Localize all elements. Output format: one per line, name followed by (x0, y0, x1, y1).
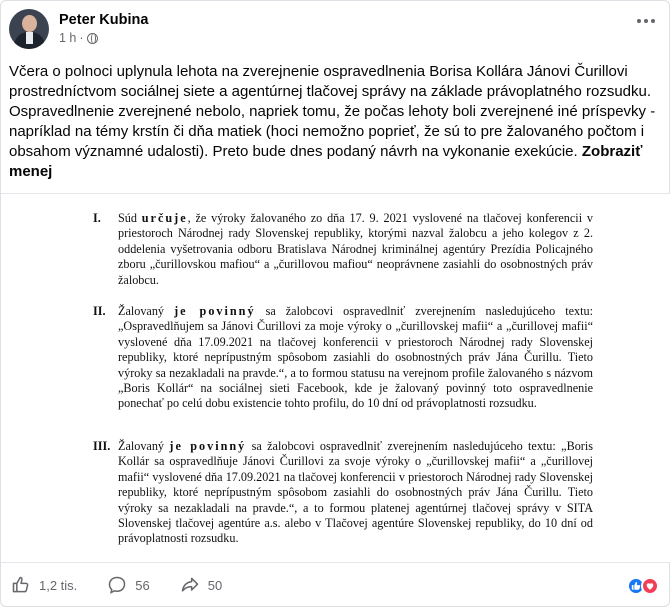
paragraph-text: sa žalobcovi ospravedlniť zverejnením nasledujúceho textu: „Boris Kollár sa ospravedlňuje Jánovi Čurillovi za svoje výroky o „čurillovskej mafii“ a „čurillovej mafii“ vyslovené dňa 17.09.2021 na tlačovej konferencii v priestoroch Národnej rady Slovenskej republiky, ktoré neprípustným spôsobom zasiahli do osobnostných práv Jána Čurillu. Tieto výroky sa nezakladali na pravde.“, a to formou platenej agentúrnej tlačovej správy v SITA Slovenskej tlačovej agentúre a.s. alebo v Tlačovej agentúre Slovenskej republiky, do 10 dní od právoplatnosti rozsudku. (118, 439, 593, 546)
paragraph-lead: Žalovaný (118, 439, 165, 453)
paragraph-text: sa žalobcovi ospravedlniť zverejnením nasledujúceho textu: „Ospravedlňujem sa Jánovi Čurillovi za moje výroky o „čurillovskej mafii“ a „čurillovej mafii“ vyslovené dňa 17.09.2021 na tlačovej konferencii v priestoroch Národnej rady Slovenskej republiky, ktoré neprípustným spôsobom zasiahli do osobnostných práv Jána Čurillu. Tieto výroky sa nezakladali na pravde.“, a to formou statusu na verejnom profile žalovaného s názvom „Boris Kollár“ na sociálnej sieti Facebook, kde je žalovaný povinný toto ospravedlnenie ponechať po celú dobu existencie tohto profilu, do 10 dní od právoplatnosti rozsudku. (118, 304, 594, 411)
thumbs-up-icon (11, 575, 31, 595)
comment-icon (107, 575, 127, 595)
paragraph-lead: Žalovaný (118, 304, 165, 318)
verdict-paragraph-3 (93, 439, 593, 547)
post-timestamp-row (59, 29, 148, 47)
paragraph-number: II. (93, 304, 106, 318)
share-button[interactable] (180, 575, 242, 595)
share-icon (180, 575, 200, 595)
reaction-summary[interactable] (627, 577, 659, 595)
like-count: 1,2 tis. (39, 577, 78, 593)
share-count: 50 (207, 577, 223, 593)
more-options-icon[interactable] (637, 19, 655, 23)
separator: · (79, 31, 84, 45)
post-footer (1, 567, 670, 603)
paragraph-number: III. (93, 439, 111, 453)
like-button[interactable] (11, 575, 97, 595)
comment-button[interactable] (107, 575, 169, 595)
paragraph-lead: Súd (118, 211, 137, 225)
paragraph-emphasis: je povinný (169, 439, 247, 453)
attached-document-image[interactable] (1, 193, 670, 563)
author-name[interactable]: Peter Kubina (59, 12, 149, 28)
comment-count: 56 (135, 577, 150, 593)
paragraph-number: I. (93, 211, 101, 225)
paragraph-emphasis: je povinný (174, 304, 256, 318)
post-body: Včera o polnoci uplynula lehota na zverejnenie ospravedlnenia Borisa Kollára Jánovi Čurillovi prostredníctvom sociálnej siete a agentúrnej tlačovej správy na základe právoplatného rozsudku. Ospravedlnenie zverejnené nebolo, napriek tomu, že počas lehoty boli zverejnené iné príspevky - napríklad na témy krstín či dňa matiek (hoci nemožno poprieť, že sú to pre žalovaného počtom i obsahom významné udalosti). Preto bude dnes podaný návrh na vykonanie exekúcie. (9, 63, 656, 160)
avatar[interactable] (9, 9, 49, 49)
paragraph-text: , že výroky žalovaného zo dňa 17. 9. 2021 vyslovené na tlačovej konferencii v priestoroch Národnej rady Slovenskej republiky, ktorými nazval žalobcu a jeho kolegov z 2. oddelenia vyšetrovania odboru Bratislava Národnej kriminálnej agentúry Prezídia Policajného zboru „čurillovskou mafiou“ a „čurillovou mafiou“ neoprávnene zasiahli do osobnostných práv žalobcu. (118, 211, 593, 287)
post-header (9, 9, 148, 49)
see-less-link[interactable]: Zobraziť menej (9, 143, 643, 180)
post-time[interactable]: 1 h (59, 31, 77, 45)
verdict-paragraph-2 (93, 304, 593, 412)
love-reaction-icon (641, 577, 659, 595)
post-text (9, 62, 659, 182)
post-meta (59, 11, 148, 47)
globe-icon (87, 33, 98, 44)
verdict-paragraph-1 (93, 211, 593, 288)
paragraph-emphasis: určuje (141, 211, 188, 225)
